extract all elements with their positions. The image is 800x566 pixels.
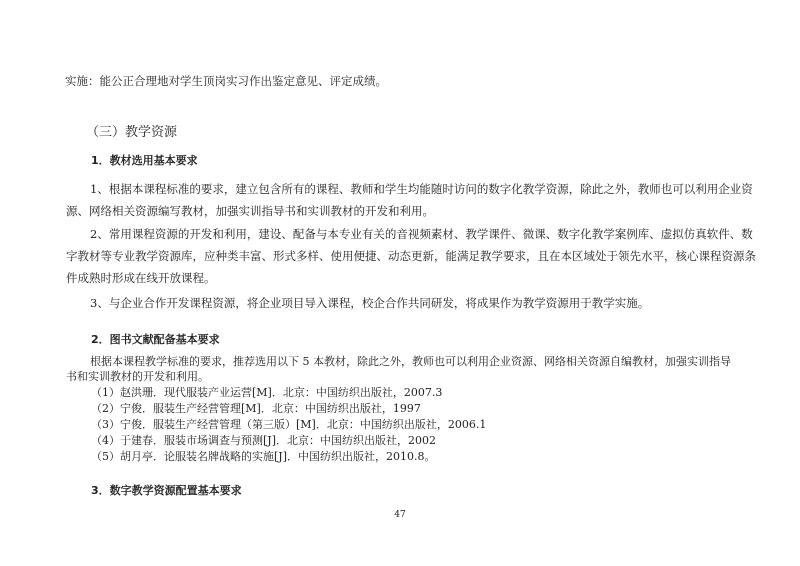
paragraph-2-line-3: 件成熟时形成在线开放课程。 — [66, 271, 216, 285]
paragraph-1-line-2: 源、网络相关资源编写教材，加强实训指导书和实训教材的开发和利用。 — [66, 204, 434, 218]
reference-item: （2）宁俊．服装生产经营管理[M]．北京：中国纺织出版社，1997 — [91, 402, 421, 415]
reference-item: （1）赵洪珊．现代服装产业运营[M]．北京：中国纺织出版社，2007.3 — [91, 386, 443, 399]
intro-line-2: 书和实训教材的开发和利用。 — [66, 370, 209, 383]
page-number: 47 — [394, 510, 406, 520]
paragraph-1-line-1: 1、根据本课程标准的要求，建立包含所有的课程、教师和学生均能随时访问的数字化教学资源，除此之外，教师也可以利用企业资 — [90, 182, 753, 196]
paragraph-3: 3、与企业合作开发课程资源，将企业项目导入课程，校企合作共同研发，将成果作为教学资源用于教学实施。 — [90, 296, 650, 310]
reference-item: （5）胡月亭．论服装名牌战略的实施[J]．中国纺织出版社，2010.8。 — [91, 450, 436, 463]
reference-item: （4）于建春．服装市场调查与预测[J]．北京：中国纺织出版社，2002 — [91, 434, 436, 447]
subsection-heading-1: 1．教材选用基本要求 — [91, 154, 198, 167]
paragraph-2-line-1: 2、常用课程资源的开发和利用，建设、配备与本专业有关的音视频素材、教学课件、微课、数字化教学案例库、虚拟仿真软件、数 — [90, 227, 753, 241]
subsection-heading-2: 2．图书文献配备基本要求 — [91, 333, 220, 346]
paragraph-2-line-2: 字教材等专业教学资源库，应种类丰富、形式多样、使用便捷、动态更新，能满足教学要求，且在本区域处于领先水平，核心课程资源条 — [66, 249, 756, 263]
continuation-line: 实施：能公正合理地对学生顶岗实习作出鉴定意见、评定成绩。 — [65, 74, 387, 88]
section-heading: （三）教学资源 — [86, 125, 178, 140]
intro-line-1: 根据本课程教学标准的要求，推荐选用以下 5 本教材，除此之外，教师也可以利用企业资源、网络相关资源自编教材，加强实训指导 — [90, 355, 731, 368]
subsection-heading-3: 3．数字教学资源配置基本要求 — [91, 484, 242, 497]
reference-item: （3）宁俊．服装生产经营管理（第三版）[M]．北京：中国纺织出版社，2006.1 — [91, 418, 487, 431]
